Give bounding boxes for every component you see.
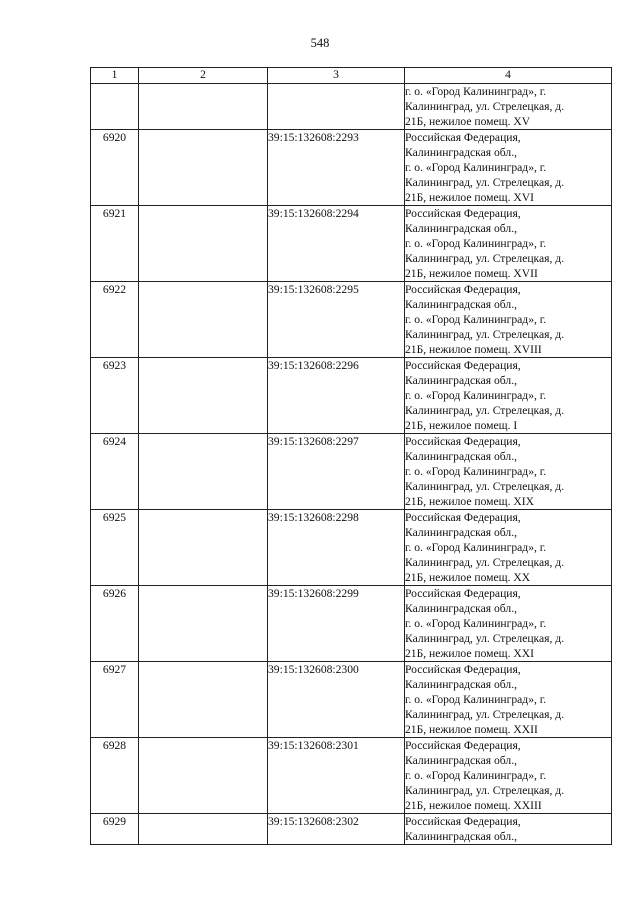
empty-cell: [139, 206, 268, 282]
cadastral-number-cell: 39:15:132608:2300: [268, 662, 405, 738]
address-line: Российская Федерация,: [405, 739, 521, 752]
address-line: Российская Федерация,: [405, 283, 521, 296]
cadastral-number-cell: 39:15:132608:2298: [268, 510, 405, 586]
cadastral-number-cell: 39:15:132608:2297: [268, 434, 405, 510]
table-row: [91, 738, 612, 814]
table-row: [91, 586, 612, 662]
row-number-cell: 6927: [91, 662, 139, 738]
empty-cell: [139, 282, 268, 358]
address-cell: [405, 358, 612, 434]
address-line: Калининградская обл.,: [405, 450, 517, 463]
address-line: 21Б, нежилое помещ. XV: [405, 115, 531, 128]
cadastral-number-cell: 39:15:132608:2296: [268, 358, 405, 434]
page-number: 548: [310, 36, 330, 50]
cadastral-number-cell: 39:15:132608:2302: [268, 814, 405, 845]
address-line: Калининград, ул. Стрелецкая, д.: [405, 404, 565, 417]
address-line: 21Б, нежилое помещ. XVI: [405, 191, 534, 204]
row-number-cell: 6928: [91, 738, 139, 814]
address-line: Калининградская обл.,: [405, 754, 517, 767]
address-cell: [405, 130, 612, 206]
table-row: [91, 282, 612, 358]
table-header: [91, 68, 612, 84]
address-line: Калининградская обл.,: [405, 830, 517, 843]
table-row: [91, 662, 612, 738]
address-line: 21Б, нежилое помещ. XVII: [405, 267, 538, 280]
address-line: г. о. «Город Калининград», г.: [405, 389, 547, 402]
row-number-cell: 6926: [91, 586, 139, 662]
row-number-cell: 6921: [91, 206, 139, 282]
address-line: г. о. «Город Калининград», г.: [405, 769, 547, 782]
address-cell: [405, 84, 612, 130]
address-line: Калининград, ул. Стрелецкая, д.: [405, 252, 565, 265]
address-line: Калининград, ул. Стрелецкая, д.: [405, 708, 565, 721]
empty-cell: [139, 130, 268, 206]
cadastral-number-cell: 39:15:132608:2295: [268, 282, 405, 358]
address-line: 21Б, нежилое помещ. XXI: [405, 647, 534, 660]
address-line: Калининград, ул. Стрелецкая, д.: [405, 632, 565, 645]
address-line: Калининград, ул. Стрелецкая, д.: [405, 100, 565, 113]
column-header-1: 1: [91, 68, 139, 84]
header-row: [91, 68, 612, 84]
address-cell: [405, 662, 612, 738]
row-number-cell: 6922: [91, 282, 139, 358]
address-cell: [405, 206, 612, 282]
row-number-cell: [91, 84, 139, 130]
address-line: Российская Федерация,: [405, 435, 521, 448]
address-line: 21Б, нежилое помещ. I: [405, 419, 518, 432]
address-line: г. о. «Город Калининград», г.: [405, 541, 547, 554]
address-line: Калининградская обл.,: [405, 146, 517, 159]
address-cell: [405, 814, 612, 845]
column-header-2: 2: [139, 68, 268, 84]
address-line: Калининградская обл.,: [405, 374, 517, 387]
table-body: [91, 84, 612, 845]
empty-cell: [139, 738, 268, 814]
address-cell: [405, 282, 612, 358]
address-line: Калининградская обл.,: [405, 526, 517, 539]
address-line: Калининград, ул. Стрелецкая, д.: [405, 328, 565, 341]
address-line: 21Б, нежилое помещ. XIX: [405, 495, 534, 508]
address-line: г. о. «Город Калининград», г.: [405, 313, 547, 326]
address-cell: [405, 738, 612, 814]
address-line: г. о. «Город Калининград», г.: [405, 465, 547, 478]
address-line: Калининградская обл.,: [405, 678, 517, 691]
row-number-cell: 6924: [91, 434, 139, 510]
table-row-continuation: [91, 84, 612, 130]
table-row: [91, 206, 612, 282]
empty-cell: [139, 814, 268, 845]
table-row: [91, 510, 612, 586]
row-number-cell: 6925: [91, 510, 139, 586]
address-line: Калининград, ул. Стрелецкая, д.: [405, 176, 565, 189]
address-cell: [405, 510, 612, 586]
table-row: [91, 434, 612, 510]
address-line: Российская Федерация,: [405, 663, 521, 676]
empty-cell: [139, 662, 268, 738]
address-line: г. о. «Город Калининград», г.: [405, 693, 547, 706]
address-line: г. о. «Город Калининград», г.: [405, 161, 547, 174]
cadastral-number-cell: [268, 84, 405, 130]
table-row: [91, 358, 612, 434]
column-header-3: 3: [268, 68, 405, 84]
empty-cell: [139, 510, 268, 586]
empty-cell: [139, 84, 268, 130]
cadastral-number-cell: 39:15:132608:2294: [268, 206, 405, 282]
empty-cell: [139, 434, 268, 510]
address-line: Российская Федерация,: [405, 359, 521, 372]
address-line: 21Б, нежилое помещ. XX: [405, 571, 531, 584]
address-line: Российская Федерация,: [405, 511, 521, 524]
address-line: г. о. «Город Калининград», г.: [405, 617, 547, 630]
address-line: г. о. «Город Калининград», г.: [405, 237, 547, 250]
address-line: Калининградская обл.,: [405, 602, 517, 615]
address-line: Российская Федерация,: [405, 587, 521, 600]
address-line: г. о. «Город Калининград», г.: [405, 85, 547, 98]
address-line: Калининград, ул. Стрелецкая, д.: [405, 784, 565, 797]
address-line: 21Б, нежилое помещ. XVIII: [405, 343, 542, 356]
table-row: [91, 130, 612, 206]
address-cell: [405, 434, 612, 510]
address-line: Калининград, ул. Стрелецкая, д.: [405, 480, 565, 493]
cadastral-number-cell: 39:15:132608:2293: [268, 130, 405, 206]
address-line: Калининградская обл.,: [405, 222, 517, 235]
address-line: 21Б, нежилое помещ. XXII: [405, 723, 538, 736]
empty-cell: [139, 586, 268, 662]
row-number-cell: 6929: [91, 814, 139, 845]
cadastral-number-cell: 39:15:132608:2299: [268, 586, 405, 662]
address-line: Российская Федерация,: [405, 131, 521, 144]
cadastral-number-cell: 39:15:132608:2301: [268, 738, 405, 814]
column-header-4: 4: [405, 68, 612, 84]
registry-table: [90, 67, 612, 845]
address-line: 21Б, нежилое помещ. XXIII: [405, 799, 542, 812]
address-line: Российская Федерация,: [405, 207, 521, 220]
address-line: Российская Федерация,: [405, 815, 521, 828]
address-line: Калининградская обл.,: [405, 298, 517, 311]
table-row: [91, 814, 612, 845]
address-cell: [405, 586, 612, 662]
empty-cell: [139, 358, 268, 434]
row-number-cell: 6923: [91, 358, 139, 434]
row-number-cell: 6920: [91, 130, 139, 206]
address-line: Калининград, ул. Стрелецкая, д.: [405, 556, 565, 569]
